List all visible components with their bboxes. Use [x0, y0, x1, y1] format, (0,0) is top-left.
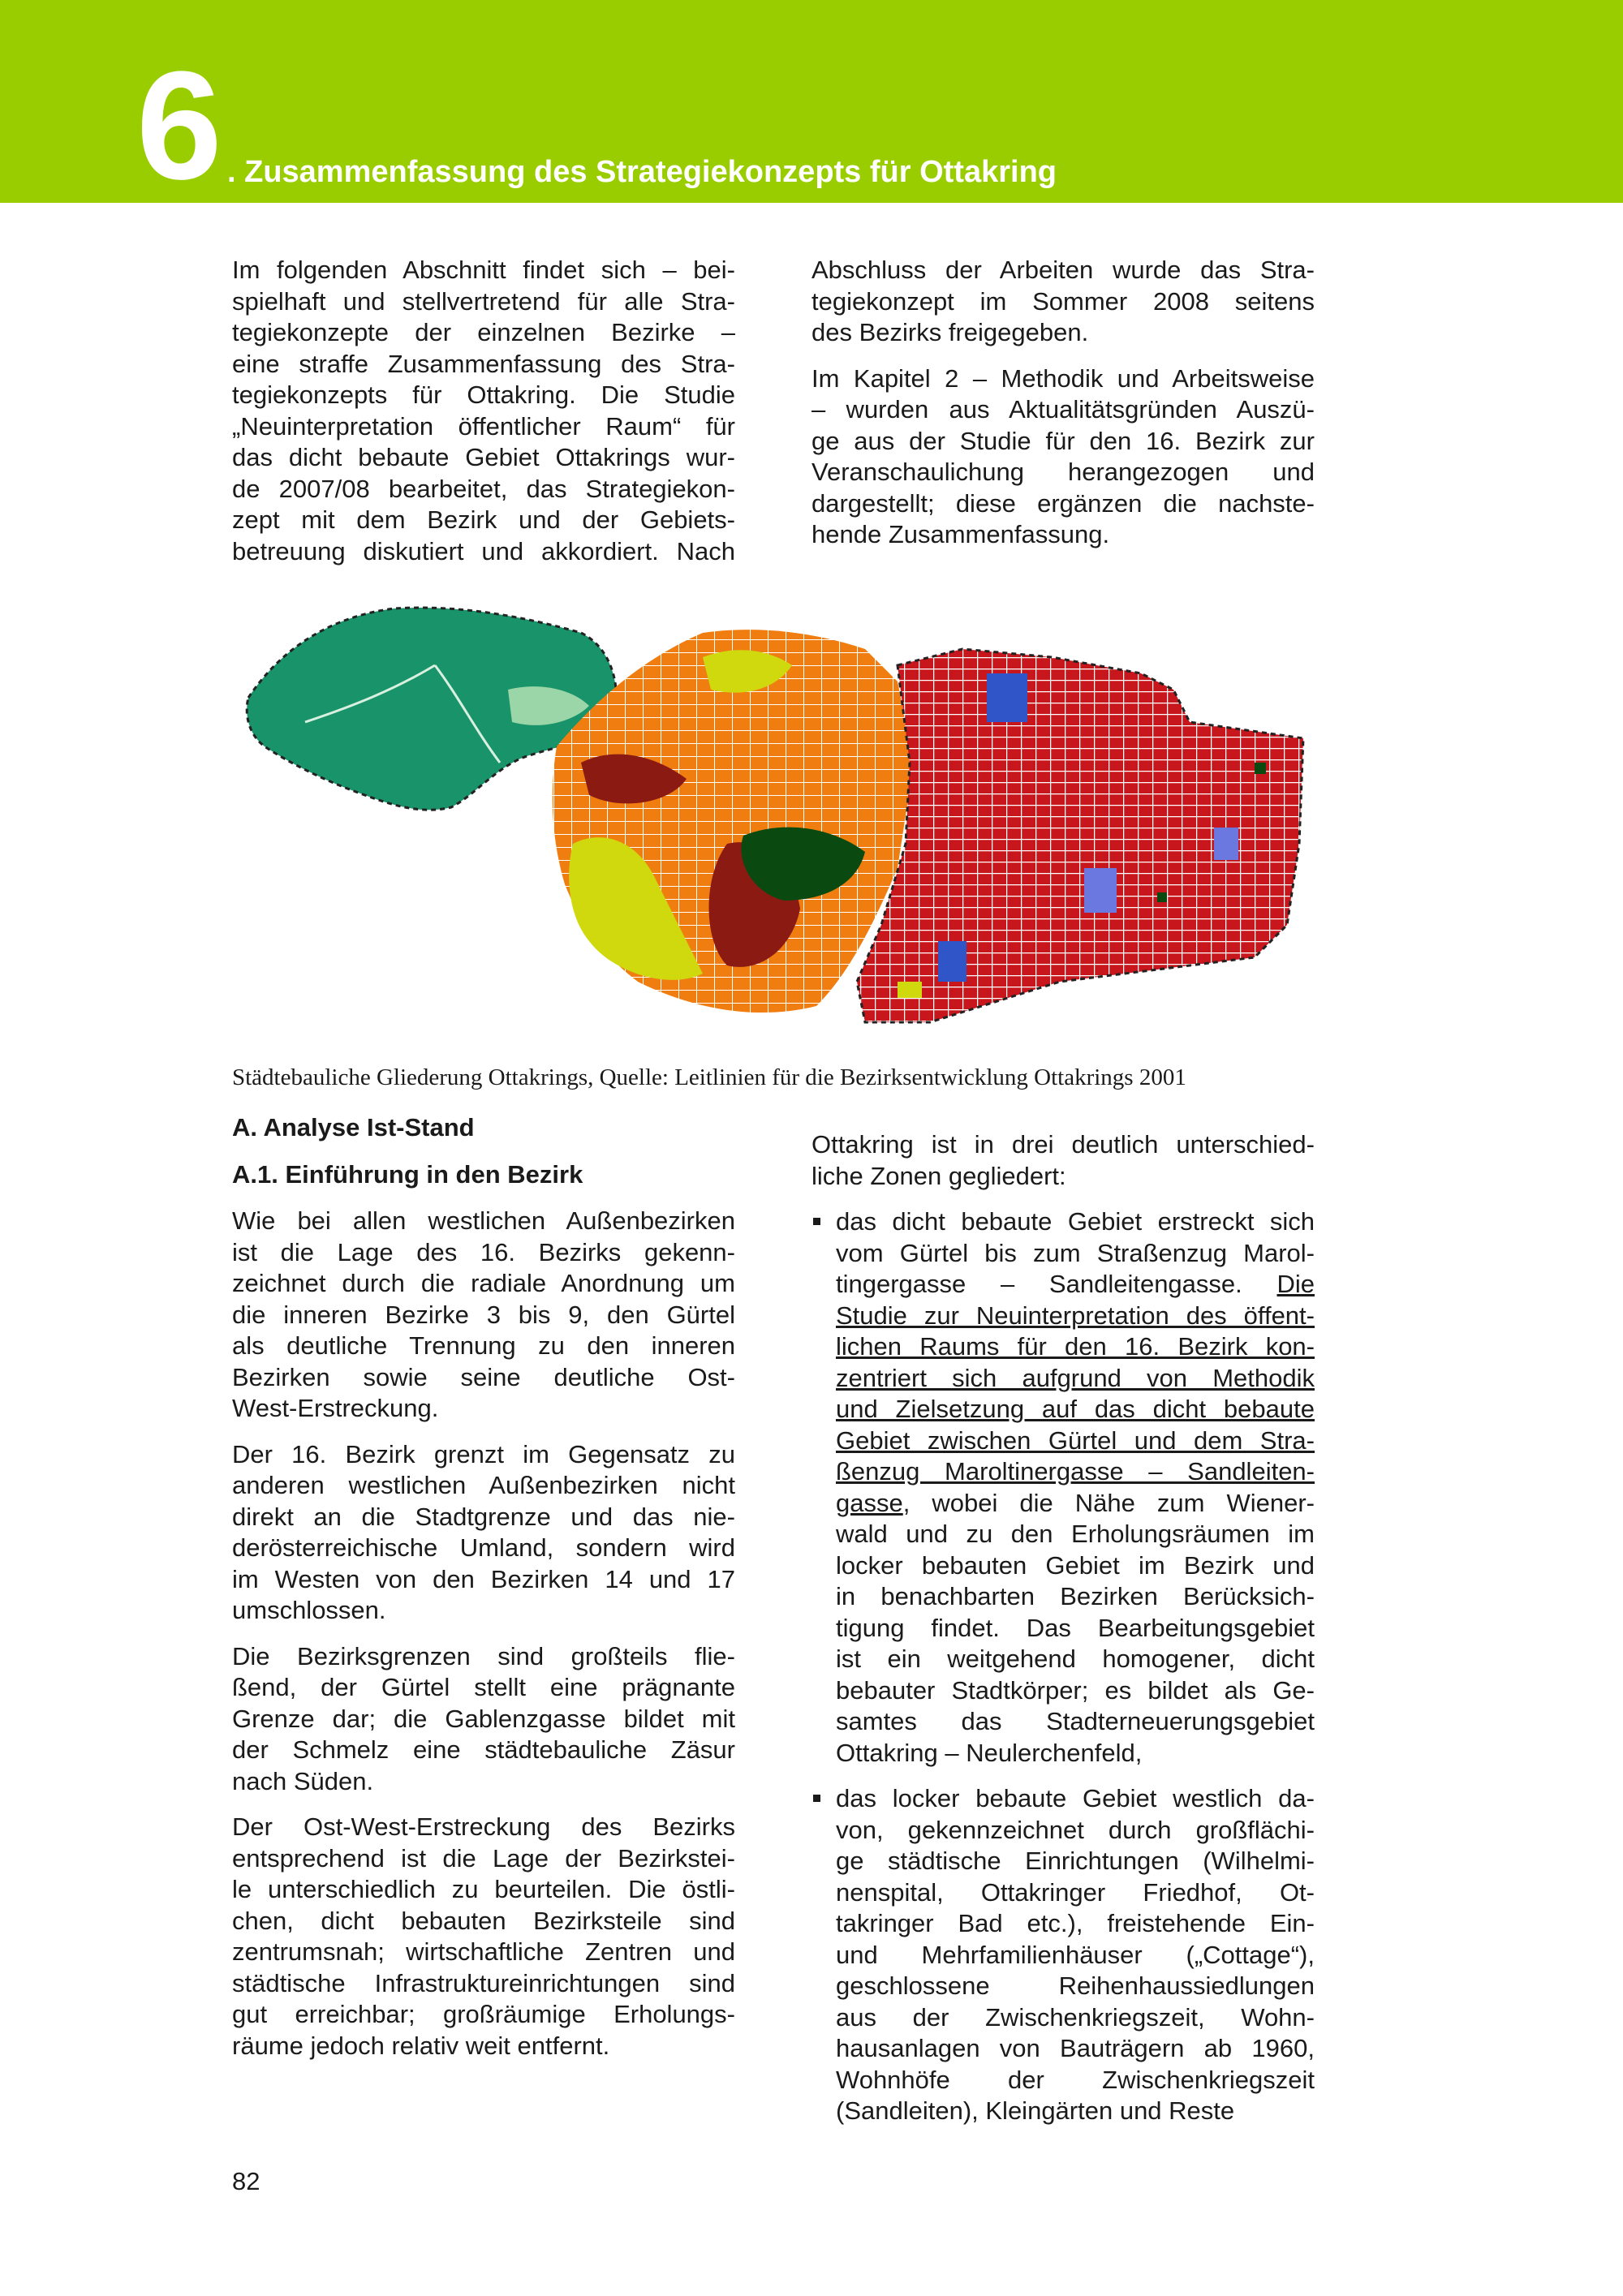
text-line: takringer Bad etc.), freistehende Ein- — [836, 1909, 1315, 1937]
text-line: Im folgenden Abschnitt findet sich – bei- — [232, 256, 735, 284]
text-line: im Westen von den Bezirken 14 und 17 — [232, 1564, 735, 1593]
body-paragraph — [232, 1812, 735, 2062]
underlined-text: und Zielsetzung auf das dicht bebaute — [836, 1395, 1315, 1423]
text-line: anderen westlichen Außenbezirken nicht — [232, 1471, 735, 1499]
text-line: eine straffe Zusammenfassung des Stra- — [232, 349, 735, 378]
intro-paragraph — [232, 255, 735, 567]
text-line: in benachbarten Bezirken Berücksich- — [836, 1582, 1315, 1610]
text-line: Wie bei allen westlichen Außenbezirken — [232, 1206, 735, 1235]
text-line: zentrumsnah; wirtschaftliche Zentren und — [232, 1937, 735, 1966]
text-line: räume jedoch relativ weit entfernt. — [232, 2031, 610, 2060]
section-heading: A. Analyse Ist-Stand — [232, 1113, 475, 1142]
underlined-text: Studie zur Neuinterpretation des öffent- — [836, 1301, 1315, 1330]
map-zone-facilities — [987, 673, 1027, 722]
text-line: aus der Zwischenkriegszeit, Wohn- — [836, 2002, 1315, 2032]
text-line: dargestellt; diese ergänzen die nachste- — [812, 488, 1315, 518]
text-line — [836, 1488, 1315, 1520]
text-line: Der 16. Bezirk grenzt im Gegensatz zu — [232, 1439, 735, 1468]
text-line: als deutliche Trennung zu den inneren — [232, 1331, 735, 1360]
text-line: direkt an die Stadtgrenze und das nie- — [232, 1502, 735, 1531]
text-line: tegiekonzepte der einzelnen Bezirke – — [232, 318, 735, 346]
text-line: ist die Lage des 16. Bezirks gekenn- — [232, 1237, 735, 1266]
analysis-left-column — [232, 1111, 735, 2076]
text-line: hende Zusammenfassung. — [812, 520, 1110, 548]
text-line: ßend, der Gürtel stellt eine prägnante — [232, 1673, 735, 1701]
district-structure-map — [232, 600, 1311, 1055]
intro-left-column — [232, 255, 735, 582]
body-paragraph — [232, 1206, 735, 1425]
body-paragraph — [812, 1129, 1315, 1192]
page-number: 82 — [232, 2167, 260, 2195]
figure-caption: Städtebauliche Gliederung Ottakrings, Quelle: Leitlinien für die Bezirksentwicklung Ottakrings 2001 — [232, 1064, 1186, 1090]
text-line: und Mehrfamilienhäuser („Cottage“), — [836, 1940, 1315, 1969]
intro-paragraph — [812, 363, 1315, 551]
text-line: Ottakring ist in drei deutlich unterschied- — [812, 1130, 1315, 1159]
underlined-text: ßenzug Maroltinergasse – Sandleiten- — [836, 1457, 1315, 1486]
text-line: der Schmelz eine städtebauliche Zäsur — [232, 1735, 735, 1764]
map-zone-facilities — [1214, 828, 1238, 860]
body-paragraph — [232, 1641, 735, 1798]
text-line: tegiekonzepts für Ottakring. Die Studie — [232, 381, 735, 409]
intro-paragraph — [812, 255, 1315, 349]
text-line: städtische Infrastruktureinrichtungen sind — [232, 1968, 735, 1997]
text-line: spielhaft und stellvertretend für alle Stra- — [232, 286, 735, 316]
chapter-title: . Zusammenfassung des Strategiekonzepts für Ottakring — [227, 155, 1057, 189]
text-line: Abschluss der Arbeiten wurde das Stra- — [812, 256, 1315, 284]
text-line: geschlossene Reihenhaussiedlungen — [836, 1971, 1315, 2000]
list-item — [812, 1206, 1315, 1769]
text-line: von, gekennzeichnet durch großflächi- — [836, 1815, 1315, 1844]
text-line: Ottakring – Neulerchenfeld, — [836, 1738, 1143, 1767]
text-line: zeichnet durch die radiale Anordnung um — [232, 1269, 735, 1297]
text-line: Grenze dar; die Gablenzgasse bildet mit — [232, 1704, 735, 1733]
underlined-text: gasse — [836, 1488, 903, 1517]
text-line: West-Erstreckung. — [232, 1394, 439, 1422]
text-line: Im Kapitel 2 – Methodik und Arbeitsweise — [812, 363, 1315, 393]
map-zone-facilities — [938, 941, 966, 982]
text-line: chen, dicht bebauten Bezirksteile sind — [232, 1906, 735, 1935]
text-line: le unterschiedlich zu beurteilen. Die östli- — [232, 1875, 735, 1903]
text-line: de 2007/08 bearbeitet, das Strategiekon- — [232, 474, 735, 503]
text-line: nenspital, Ottakringer Friedhof, Ot- — [836, 1877, 1315, 1907]
text-line: ge städtische Einrichtungen (Wilhelmi- — [836, 1847, 1315, 1875]
underlined-text: Gebiet zwischen Gürtel und dem Stra- — [836, 1425, 1315, 1455]
text-line: gut erreichbar; großräumige Erholungs- — [232, 2000, 735, 2028]
text-line: derösterreichische Umland, sondern wird — [232, 1533, 735, 1562]
underlined-text: lichen Raums für den 16. Bezirk kon- — [836, 1332, 1315, 1361]
text-line — [836, 1269, 1315, 1301]
list-item — [812, 1783, 1315, 2127]
text-line: Veranschaulichung herangezogen und — [812, 458, 1315, 486]
body-paragraph — [232, 1439, 735, 1627]
text-line: liche Zonen gegliedert: — [812, 1161, 1066, 1190]
bullet-icon — [813, 1795, 820, 1802]
text-line: das dicht bebaute Gebiet erstreckt sich — [836, 1207, 1315, 1236]
text-line: vom Gürtel bis zum Straßenzug Marol- — [836, 1238, 1315, 1267]
text-line: tigung findet. Das Bearbeitungsgebiet — [836, 1613, 1315, 1642]
text-line: ist ein weitgehend homogener, dicht — [836, 1645, 1315, 1673]
map-zone-facilities — [1084, 868, 1117, 913]
bullet-icon — [813, 1218, 820, 1225]
text-line: umschlossen. — [232, 1596, 386, 1624]
text-line: Der Ost-West-Erstreckung des Bezirks — [232, 1812, 735, 1841]
underlined-text: zentriert sich aufgrund von Methodik — [836, 1363, 1315, 1392]
text-line: des Bezirks freigegeben. — [812, 318, 1089, 346]
text-line: tegiekonzept im Sommer 2008 seitens — [812, 286, 1315, 316]
underlined-text: Die — [1276, 1270, 1315, 1298]
text-line: locker bebauten Gebiet im Bezirk und — [836, 1550, 1315, 1580]
map-zone-park — [1255, 763, 1266, 774]
text-line: entsprechend ist die Lage der Bezirkstei- — [232, 1843, 735, 1872]
text-line: Wohnhöfe der Zwischenkriegszeit — [836, 2065, 1315, 2094]
text-line: die inneren Bezirke 3 bis 9, den Gürtel — [232, 1300, 735, 1329]
text-line: ge aus der Studie für den 16. Bezirk zur — [812, 426, 1315, 455]
text-line: Bezirken sowie seine deutliche Ost- — [232, 1362, 735, 1391]
text-line: nach Süden. — [232, 1766, 374, 1795]
text-line: zept mit dem Bezirk und der Gebiets- — [232, 505, 735, 534]
text-line: das locker bebaute Gebiet westlich da- — [836, 1784, 1315, 1812]
text-fragment: tingergasse – Sandleitengasse. — [836, 1270, 1277, 1298]
text-line: samtes das Stadterneuerungsgebiet — [836, 1707, 1315, 1735]
text-line: – wurden aus Aktualitätsgründen Auszü- — [812, 395, 1315, 424]
text-line: Die Bezirksgrenzen sind großteils flie- — [232, 1641, 735, 1670]
intro-right-column — [812, 255, 1315, 565]
map-zone-green-space — [898, 982, 922, 998]
text-fragment: , wobei die Nähe zum Wiener- — [902, 1488, 1315, 1517]
text-line: „Neuinterpretation öffentlicher Raum“ für — [232, 411, 735, 441]
text-line: betreuung diskutiert und akkordiert. Nach — [232, 536, 735, 565]
analysis-right-column — [812, 1129, 1315, 2142]
map-zone-park — [1157, 892, 1167, 902]
subsection-heading: A.1. Einführung in den Bezirk — [232, 1160, 583, 1189]
zones-list — [812, 1206, 1315, 2127]
text-line: (Sandleiten), Kleingärten und Reste — [836, 2096, 1235, 2125]
text-line: hausanlagen von Bauträgern ab 1960, — [836, 2034, 1315, 2062]
text-line: wald und zu den Erholungsräumen im — [836, 1520, 1315, 1548]
chapter-number: 6 — [136, 40, 222, 212]
text-line: bebauter Stadtkörper; es bildet als Ge- — [836, 1675, 1315, 1705]
text-line: das dicht bebaute Gebiet Ottakrings wur- — [232, 443, 735, 471]
